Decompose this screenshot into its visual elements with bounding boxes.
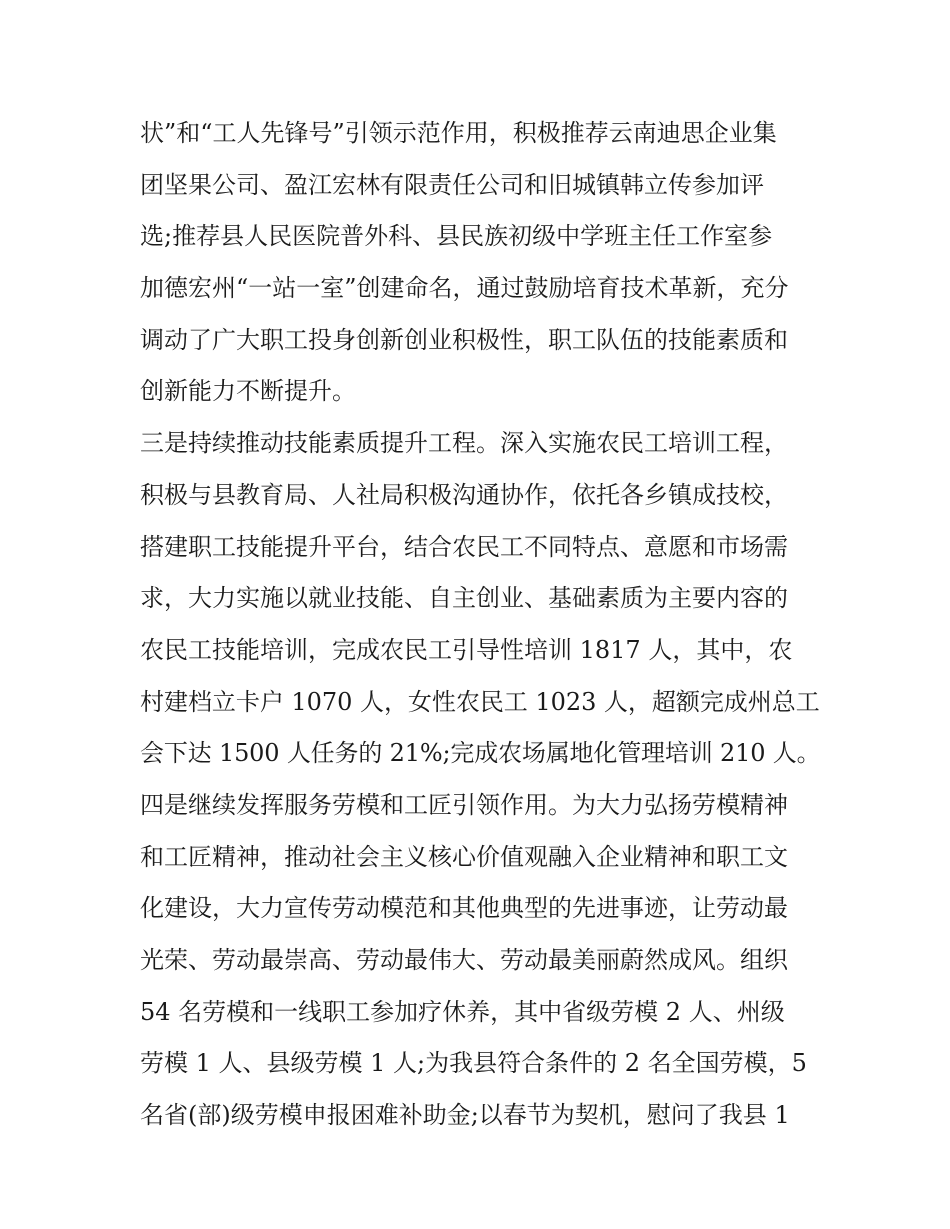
- text-line: 化建设，大力宣传劳动模范和其他典型的先进事迹，让劳动最: [140, 894, 788, 923]
- text-line: 54 名劳模和一线职工参加疗休养，其中省级劳模 2 人、州级: [140, 997, 785, 1026]
- text-line: 选;推荐县人民医院普外科、县民族初级中学班主任工作室参: [140, 222, 773, 251]
- text-line: 求，大力实施以就业技能、自主创业、基础素质为主要内容的: [140, 584, 788, 613]
- text-line: 积极与县教育局、人社局积极沟通协作，依托各乡镇成技校，: [140, 480, 788, 509]
- body-text: [140, 108, 820, 1142]
- text-line: 创新能力不断提升。: [140, 377, 356, 406]
- text-line: 名省(部)级劳模申报困难补助金;以春节为契机，慰问了我县 1: [140, 1101, 790, 1130]
- text-line: 会下达 1500 人任务的 21%;完成农场属地化管理培训 210 人。: [140, 739, 821, 768]
- text-line: 四是继续发挥服务劳模和工匠引领作用。为大力弘扬劳模精神: [140, 790, 788, 819]
- text-line: 和工匠精神，推动社会主义核心价值观融入企业精神和职工文: [140, 842, 788, 871]
- text-line: 搭建职工技能提升平台，结合农民工不同特点、意愿和市场需: [140, 532, 788, 561]
- text-line: 三是持续推动技能素质提升工程。深入实施农民工培训工程，: [140, 429, 788, 458]
- text-line: 村建档立卡户 1070 人，女性农民工 1023 人，超额完成州总工: [140, 687, 820, 716]
- text-line: 状”和“工人先锋号”引领示范作用，积极推荐云南迪思企业集: [140, 119, 777, 147]
- text-line: 团坚果公司、盈江宏林有限责任公司和旧城镇韩立传参加评: [140, 170, 764, 199]
- text-line: 劳模 1 人、县级劳模 1 人;为我县符合条件的 2 名全国劳模，5: [140, 1049, 807, 1078]
- text-line: 调动了广大职工投身创新创业积极性，职工队伍的技能素质和: [140, 325, 788, 354]
- text-line: 农民工技能培训，完成农民工引导性培训 1817 人，其中，农: [140, 635, 793, 664]
- text-line: 光荣、劳动最崇高、劳动最伟大、劳动最美丽蔚然成风。组织: [140, 946, 788, 974]
- text-line: 加德宏州“一站一室”创建命名，通过鼓励培育技术革新，充分: [140, 274, 789, 303]
